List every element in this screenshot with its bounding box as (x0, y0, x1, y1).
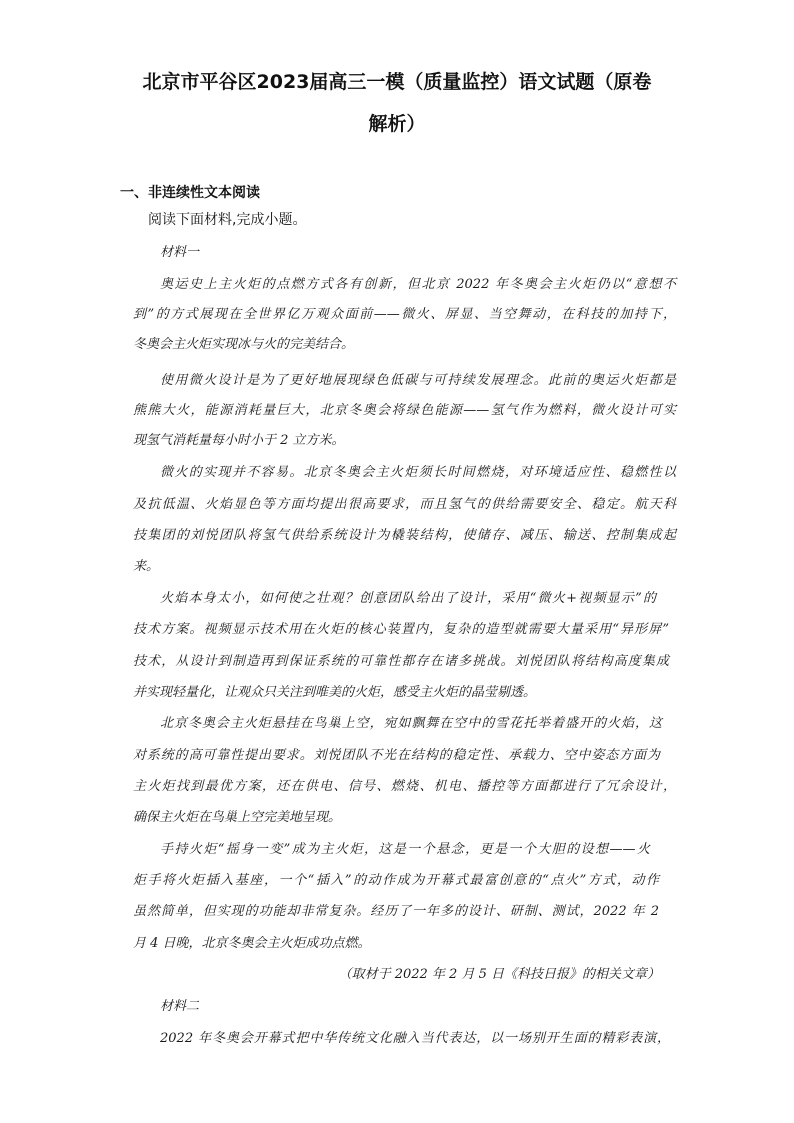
paragraph-line: 月 4 日晚，北京冬奥会主火炬成功点燃。 (133, 936, 371, 951)
paragraph-line: 来。 (133, 559, 160, 574)
source-citation: （取材于 2022 年 2 月 5 日《科技日报》的相关文章） (338, 967, 660, 982)
paragraph-line: 虽然简单，但实现的功能却非常复杂。经历了一年多的设计、研制、测试，2022 年 2 (133, 904, 659, 919)
document-title-line-1: 北京市平谷区2023届高三一模（质量监控）语文试题（原卷 (142, 71, 652, 93)
paragraph-line: 使用微火设计是为了更好地展现绿色低碳与可持续发展理念。此前的奥运火炬都是 (160, 373, 676, 388)
paragraph-line: 手持火炬“摇身一变”成为主火炬，这是一个悬念，更是一个大胆的设想——火 (160, 842, 650, 857)
paragraph-line: 主火炬找到最优方案，还在供电、信号、燃烧、机电、播控等方面都进行了冗余设计， (133, 779, 676, 794)
paragraph-line: 奥运史上主火炬的点燃方式各有创新，但北京 2022 年冬奥会主火炬仍以“意想不 (160, 277, 676, 292)
paragraph-line: 技术方案。视频显示技术用在火炬的核心装置内，复杂的造型就需要大量采用“异形屏” (133, 622, 669, 637)
paragraph-line: 火焰本身太小，如何使之壮观？创意团队给出了设计，采用“微火+视频显示”的 (160, 591, 656, 606)
paragraph-line: 及抗低温、火焰显色等方面均提出很高要求，而且氢气的供给需要安全、稳定。航天科 (133, 497, 676, 512)
paragraph-line: 并实现轻量化，让观众只关注到唯美的火炬，感受主火炬的晶莹剔透。 (133, 685, 537, 700)
material-2-label: 材料二 (160, 999, 200, 1014)
paragraph-line: 炬手将火炬插入基座，一个“插入”的动作成为开幕式最富创意的“点火”方式，动作 (133, 873, 659, 888)
section-heading: 一、非连续性文本阅读 (120, 185, 260, 201)
paragraph-line: 冬奥会主火炬实现冰与火的完美结合。 (133, 337, 355, 352)
paragraph-line: 现氢气消耗量每小时小于 2 立方米。 (133, 433, 345, 448)
paragraph-line: 技术，从设计到制造再到保证系统的可靠性都存在诸多挑战。刘悦团队将结构高度集成 (133, 654, 669, 669)
paragraph-line: 确保主火炬在鸟巢上空完美地呈现。 (133, 810, 342, 825)
paragraph-line: 技集团的刘悦团队将氢气供给系统设计为橇装结构，使储存、减压、输送、控制集成起 (133, 528, 676, 543)
instruction-text: 阅读下面材料,完成小题。 (148, 212, 307, 228)
paragraph-line: 对系统的高可靠性提出要求。刘悦团队不光在结构的稳定性、承载力、空中姿态方面为 (133, 748, 660, 763)
document-title-line-2: 解析） (368, 113, 426, 135)
paragraph-line: 2022 年冬奥会开幕式把中华传统文化融入当代表达，以一场别开生面的精彩表演， (160, 1031, 670, 1046)
material-1-label: 材料一 (160, 245, 200, 260)
paragraph-line: 微火的实现并不容易。北京冬奥会主火炬须长时间燃烧，对环境适应性、稳燃性以 (160, 465, 676, 480)
paragraph-line: 北京冬奥会主火炬悬挂在鸟巢上空，宛如飘舞在空中的雪花托举着盛开的火焰，这 (160, 716, 662, 731)
paragraph-line: 到”的方式展现在全世界亿万观众面前——微火、屏显、当空舞动，在科技的加持下， (133, 307, 676, 322)
paragraph-line: 熊熊大火，能源消耗量巨大，北京冬奥会将绿色能源——氢气作为燃料，微火设计可实 (133, 403, 676, 418)
